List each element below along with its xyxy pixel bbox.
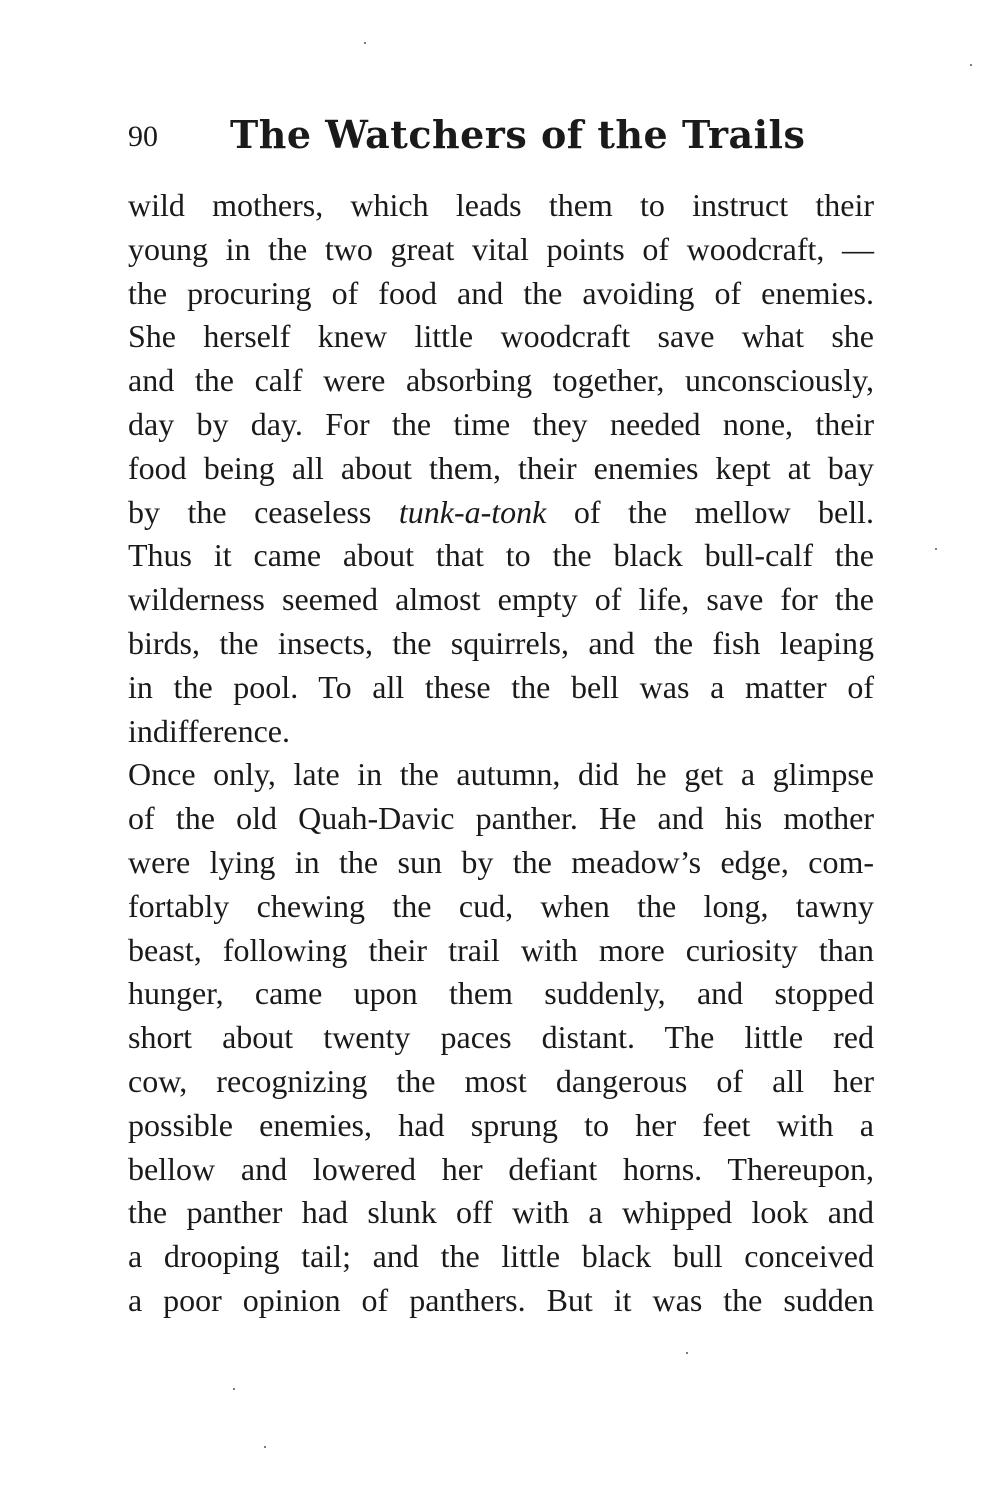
text-line: Thus it came about that to the black bull-calf the: [128, 537, 874, 574]
text-line: in the pool. To all these the bell was a matter of: [128, 668, 874, 705]
text-line: beast, following their trail with more curiosity than: [128, 931, 874, 968]
text-line: Once only, late in the autumn, did he get a glimpse: [128, 756, 874, 793]
text-segment: by the ceaseless: [128, 493, 372, 530]
text-line: the procuring of food and the avoiding of enemies.: [128, 274, 874, 311]
text-line: fortably chewing the cud, when the long, tawny: [128, 887, 874, 924]
text-line: cow, recognizing the most dangerous of all her: [128, 1062, 874, 1099]
scan-speck: [970, 64, 972, 66]
text-segment: of the mellow bell.: [573, 493, 875, 530]
text-line-mixed: [128, 491, 874, 535]
text-line: day by day. For the time they needed none, their: [128, 405, 874, 442]
text-line: hunger, came upon them suddenly, and stopped: [128, 975, 874, 1012]
page-header: [128, 112, 874, 162]
paragraph-2: [128, 753, 874, 1322]
running-title: The Watchers of the Trails: [230, 112, 806, 157]
scan-speck: [364, 42, 366, 44]
text-line: a poor opinion of panthers. But it was the sudden: [128, 1281, 874, 1318]
scan-speck: [233, 1388, 235, 1390]
body-text: [128, 184, 874, 1323]
text-line: were lying in the sun by the meadow’s edge, com-: [128, 843, 874, 880]
paragraph-1: [128, 184, 874, 753]
italic-phrase: tunk-a-tonk: [398, 493, 547, 530]
text-line: indifference.: [128, 712, 290, 749]
text-line: and the calf were absorbing together, unconsciously,: [128, 362, 874, 399]
scan-speck: [935, 548, 937, 550]
text-line: birds, the insects, the squirrels, and the fish leaping: [128, 624, 874, 661]
text-line: young in the two great vital points of woodcraft, —: [128, 230, 874, 267]
text-line: possible enemies, had sprung to her feet with a: [128, 1106, 874, 1143]
text-line: short about twenty paces distant. The little red: [128, 1019, 874, 1056]
scan-speck: [686, 1352, 688, 1354]
scan-speck: [264, 1446, 266, 1448]
text-line: bellow and lowered her defiant horns. Thereupon,: [128, 1150, 874, 1187]
text-line: food being all about them, their enemies kept at bay: [128, 449, 874, 486]
text-line: She herself knew little woodcraft save what she: [128, 318, 874, 355]
text-line: of the old Quah-Davic panther. He and his mother: [128, 800, 874, 837]
text-line: a drooping tail; and the little black bull conceived: [128, 1238, 874, 1275]
text-line: wilderness seemed almost empty of life, save for the: [128, 581, 874, 618]
page-number: 90: [128, 120, 158, 153]
text-line: wild mothers, which leads them to instruct their: [128, 187, 874, 223]
text-line: the panther had slunk off with a whipped look and: [128, 1194, 874, 1231]
